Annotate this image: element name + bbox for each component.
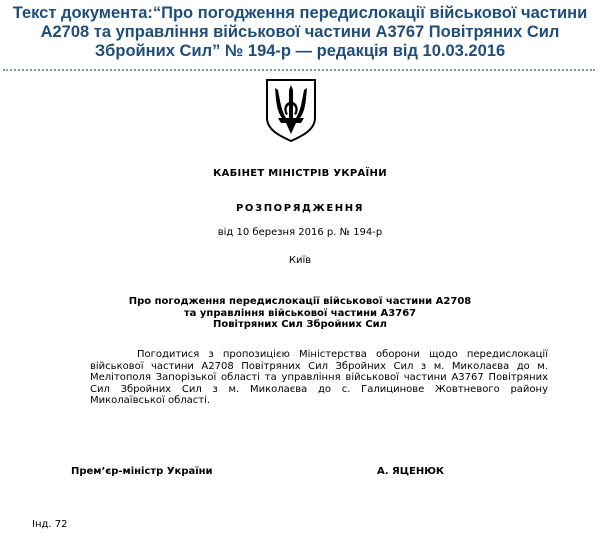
document-title-line: та управління військової частини А3767 [183,307,417,319]
tryzub-icon [264,78,318,142]
document-body-text: Погодитися з пропозицією Міністерства оборони щодо передислокації військової частини А2708 Повітряних Сил Збройних Сил з м. Миколаєва до м. Мелітополя Запорізької області та управління військової частини А3767 Повітряних Сил Збройних Сил з м. Миколаєва до с. Галицинове Жовтневого району Миколаївської області. [90,349,548,406]
document-date-number: від 10 березня 2016 р. № 194-р [217,227,383,238]
document-title-line: Про погодження передислокації військової частини А2708 [128,296,472,307]
document-title [0,296,600,331]
document-city: Київ [288,255,312,266]
signer-name: А. ЯЦЕНЮК [377,466,445,477]
coat-of-arms-icon [264,78,318,142]
signer-position: Прем’єр-міністр України [71,466,213,477]
issuer-heading: КАБІНЕТ МІНІСТРІВ УКРАЇНИ [213,168,387,179]
document-type-heading: РОЗПОРЯДЖЕННЯ [235,203,365,214]
document-title-line: Повітряних Сил Збройних Сил [212,319,387,330]
document-header-title: Текст документа:“Про погодження передислокації військової частини А2708 та управління військової частини А3767 Повітряних Сил Збройних Сил” № 194-р — редакція від 10.03.2016 [12,4,588,60]
document-body-paragraph [90,349,548,407]
document-index: Інд. 72 [32,519,68,530]
header-divider [3,69,595,71]
